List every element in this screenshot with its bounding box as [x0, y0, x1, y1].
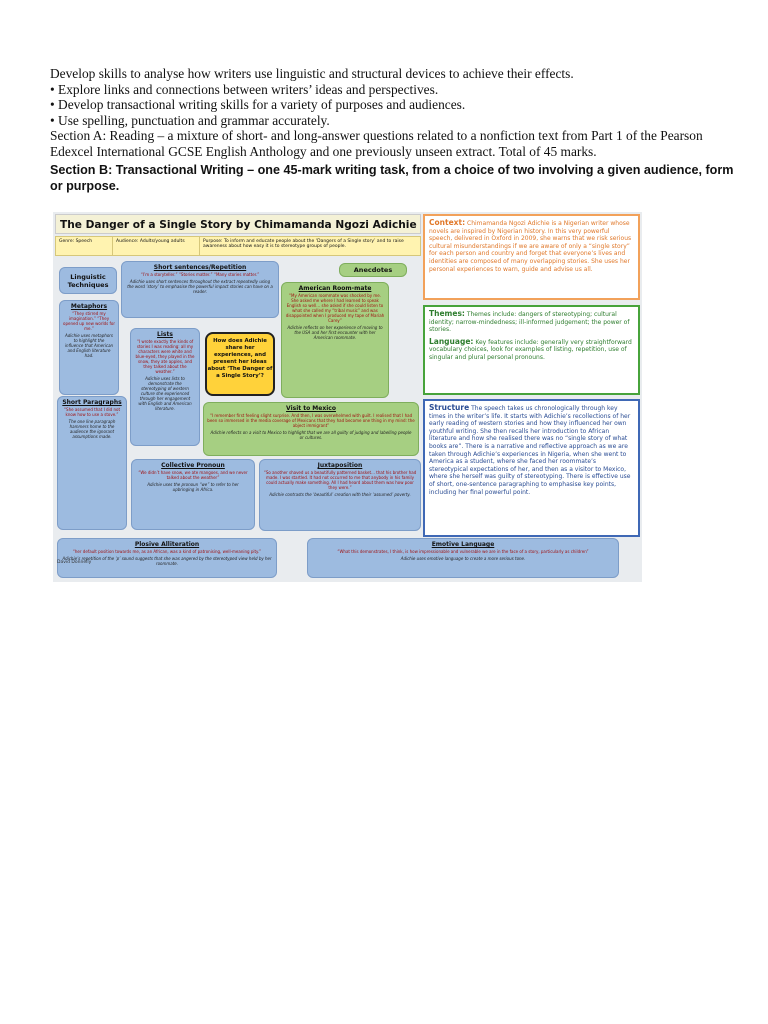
author-credit: David Donnelly: [57, 560, 92, 565]
revision-poster: [53, 212, 642, 582]
visit-to-mexico-box: Visit to Mexico “I remember first feeling slight surprise. And then, I was overwhelmed with guilt. I realised that I had been so immersed in the media coverage of Mexicans that they had become one thing in my mind: the abject immigrant” Adichie reflects on a visit to Mexico to highlight that we are all guilty of judging and labelling people or cultures.: [203, 402, 419, 456]
poster-info-bar: [55, 236, 421, 256]
context-box: Context: Chimamanda Ngozi Adichie is a Nigerian writer whose novels are inspired by Nigerian history. In this very powerful speech, delivered in Oxford in 2009, she warns that we risk serious cultural misunderstandings if we are aware of only a “single story” for each person and country and forget that everyone’s lives and identities are composed of many overlapping stories. She uses her personal experiences to warn, guide and advise us all.: [423, 214, 640, 300]
metaphors-box: Metaphors “They stirred my imagination.” “They opened up new worlds for me.” Adichie uses metaphors to highlight the influence that American and English literature had.: [59, 300, 119, 395]
objective-3: • Develop transactional writing skills for a variety of purposes and audiences.: [50, 97, 466, 113]
short-sentences-box: Short sentences/Repetition “I’m a storyteller.” “Stories matter.” “Many stories matter.” Adichie uses short sentences throughout the extract repeatedly using the word ‘story’ to emphasise the powerful impact stories can have on a reader.: [121, 261, 279, 318]
emotive-language-box: Emotive Language “What this demonstrates, I think, is how impressionable and vulnerable we are in the face of a story, particularly as children” Adichie uses emotive language to create a more serious tone.: [307, 538, 619, 578]
structure-box: Structure The speech takes us chronologically through key times in the writer’s life. It starts with Adichie’s recollections of her early reading of western stories and how they influenced her own youthful writing. She then recalls her introduction to African literature and how she realised there was no “single story of what books are”. There is a narrative and reflective approach as we are taken through Adichie’s experiences in Nigeria, when she went to America as a student, where she faced her roommate’s stereotypical expectations of her, and then as a visitor to Mexico, where she herself was guilty of stereotyping. There is effective use of short, one-sentence paragraphing to emphasise key points, including her final powerful point.: [423, 399, 640, 537]
juxtaposition-box: Juxtaposition “So another shaved us a beautifully patterned basket… that his brother had made. I was startled. It had not occurred to me that anybody in his family could actually make something. All I had heard about them was how poor they were.” Adichie contrasts the ‘beautiful’ creation with their ‘assumed’ poverty.: [259, 459, 421, 531]
central-question: How does Adichie share her experiences, and present her ideas about ‘The Danger of a Single Story’?: [205, 332, 275, 396]
short-paragraphs-box: Short Paragraphs “She assumed that I did not know how to use a stove.” The one line paragraph hammers home to the audience the ignorant assumptions made.: [57, 396, 127, 530]
linguistic-techniques-label: Linguistic Techniques: [59, 267, 117, 294]
collective-pronoun-box: Collective Pronoun “We didn’t have snow, we ate mangoes, and we never talked about the weather” Adichie uses the pronoun “we” to refer to her upbringing in Africa.: [131, 459, 255, 530]
themes-language-box: Themes: Themes include: dangers of stereotyping; cultural identity; narrow-mindedness; ill-informed judgement; the power of stories. Language: Key features include: generally very straightforward vocabulary choices, look for examples of listing, repetition, use of singular and plural personal pronouns.: [423, 305, 640, 395]
poster-title: The Danger of a Single Story by Chimamanda Ngozi Adichie: [55, 214, 421, 234]
section-b: Section B: Transactional Writing – one 45-mark writing task, from a choice of two involving a given audience, form or purpose.: [50, 162, 734, 193]
objective-2: • Explore links and connections between writers’ ideas and perspectives.: [50, 81, 439, 97]
plosive-alliteration-box: Plosive Alliteration “her default position towards me, as an African, was a kind of patronising, well-meaning pity.” Adichie’s repetition of the ‘p’ sound suggests that she was angered by the stereotyped view held by her roommate.: [57, 538, 277, 578]
objective-1: Develop skills to analyse how writers use linguistic and structural devices to achieve their effects.: [50, 66, 574, 81]
purpose: Purpose: To inform and educate people about the ‘Dangers of a Single story’ and to raise awareness about how easy it is to stereotype groups of people.: [203, 239, 404, 249]
intro-text: [50, 66, 740, 194]
section-a: Section A: Reading – a mixture of short- and long-answer questions related to a nonfiction text from Part 1 of the Pearson Edexcel International GCSE English Anthology and one previously unseen extract. Total of 45 marks.: [50, 128, 703, 159]
anecdotes-label: Anecdotes: [339, 263, 407, 277]
lists-box: Lists “I wrote exactly the kinds of stories I was reading: all my characters were white and blue-eyed, they played in the snow, they ate apples, and they talked about the weather.” Adichie uses lists to demonstrate the stereotyping of western culture she experienced through her engagement with English and American literature.: [130, 328, 200, 446]
genre: Genre: Speech: [56, 237, 113, 255]
american-roommate-box: American Room-mate “My American roommate was shocked by me. She asked me where I had learned to speak English so well… she asked if she could listen to what she called my “tribal music” and was disappointed when I produced my tape of Mariah Carey” Adichie reflects on her experience of moving to the USA and her first encounter with her American roommate.: [281, 282, 389, 398]
objective-4: • Use spelling, punctuation and grammar accurately.: [50, 112, 330, 128]
audience: Audience: Adults/young adults: [113, 237, 200, 255]
